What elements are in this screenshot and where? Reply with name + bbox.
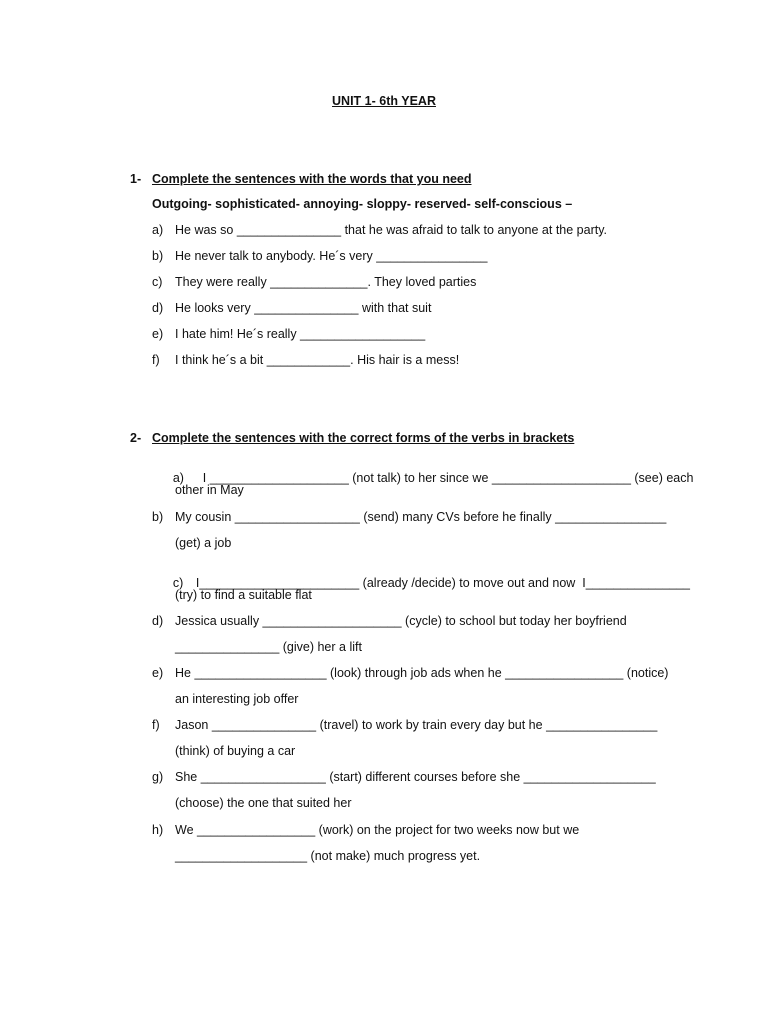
- item-text: He looks very _______________ with that suit: [175, 301, 432, 315]
- item-letter: e): [152, 327, 164, 341]
- item-text: He was so _______________ that he was afraid to talk to anyone at the party.: [175, 223, 608, 237]
- item-text-line2: (think) of buying a car: [175, 744, 296, 758]
- item-text-line2: (get) a job: [175, 536, 232, 550]
- item-letter: a): [152, 223, 164, 237]
- item-text-line2: _______________ (give) her a lift: [175, 640, 362, 654]
- exercise-2-instruction: Complete the sentences with the correct forms of the verbs in brackets: [152, 431, 575, 445]
- exercise-1-instruction: Complete the sentences with the words that you need: [152, 172, 472, 186]
- exercise-2-item: [152, 666, 668, 680]
- exercise-2-heading: [130, 431, 574, 445]
- exercise-1-item: [152, 327, 425, 341]
- item-letter: f): [152, 718, 160, 732]
- item-text-line2: (try) to find a suitable flat: [175, 588, 312, 602]
- exercise-2-item: [152, 770, 656, 784]
- item-letter: e): [152, 666, 164, 680]
- item-letter: f): [152, 353, 160, 367]
- exercise-1-number: 1-: [130, 172, 142, 186]
- item-letter: d): [152, 301, 164, 315]
- exercise-1-item: [152, 301, 431, 315]
- item-letter: h): [152, 823, 164, 837]
- item-text: I hate him! He´s really __________________: [175, 327, 426, 341]
- exercise-2-number: 2-: [130, 431, 142, 445]
- exercise-1-item: [152, 223, 607, 237]
- item-letter: d): [152, 614, 164, 628]
- item-text: They were really ______________. They loved parties: [175, 275, 477, 289]
- item-text-line2: other in May: [175, 483, 244, 497]
- item-text-line2: an interesting job offer: [175, 692, 299, 706]
- exercise-2-item: [152, 823, 579, 837]
- item-text-line1: We _________________ (work) on the project for two weeks now but we: [175, 823, 580, 837]
- item-text-line2: ___________________ (not make) much progress yet.: [175, 849, 481, 863]
- item-letter: c): [172, 576, 184, 590]
- exercise-2-item: [152, 510, 666, 524]
- exercise-2-item: [152, 614, 627, 628]
- item-letter: c): [152, 275, 163, 289]
- word-bank: Outgoing- sophisticated- annoying- sloppy- reserved- self-conscious –: [152, 197, 573, 211]
- item-text-line2: (choose) the one that suited her: [175, 796, 352, 810]
- item-letter: g): [152, 770, 164, 784]
- exercise-2-item: [152, 718, 657, 732]
- exercise-1-item: [152, 353, 459, 367]
- item-letter: b): [152, 249, 164, 263]
- item-letter: a): [172, 471, 184, 485]
- item-text-line1: She __________________ (start) different courses before she ___________________: [175, 770, 656, 784]
- item-letter: b): [152, 510, 164, 524]
- item-text-line1: My cousin __________________ (send) many CVs before he finally ________________: [175, 510, 667, 524]
- item-text-line1: Jason _______________ (travel) to work by train every day but he ________________: [175, 718, 658, 732]
- item-text-line1: Jessica usually ____________________ (cycle) to school but today her boyfriend: [175, 614, 627, 628]
- item-text-line1: He ___________________ (look) through job ads when he _________________ (notice): [175, 666, 669, 680]
- item-text: He never talk to anybody. He´s very ________________: [175, 249, 488, 263]
- page-title: UNIT 1- 6th YEAR: [332, 94, 436, 108]
- item-text: I think he´s a bit ____________. His hair is a mess!: [175, 353, 460, 367]
- item-text-line1: I ____________________ (not talk) to her since we ____________________ (see) each: [195, 471, 694, 485]
- item-text-line1: I_______________________ (already /decide) to move out and now I_______________: [195, 576, 691, 590]
- exercise-1-item: [152, 249, 487, 263]
- exercise-1-item: [152, 275, 476, 289]
- exercise-1-heading: [130, 172, 472, 186]
